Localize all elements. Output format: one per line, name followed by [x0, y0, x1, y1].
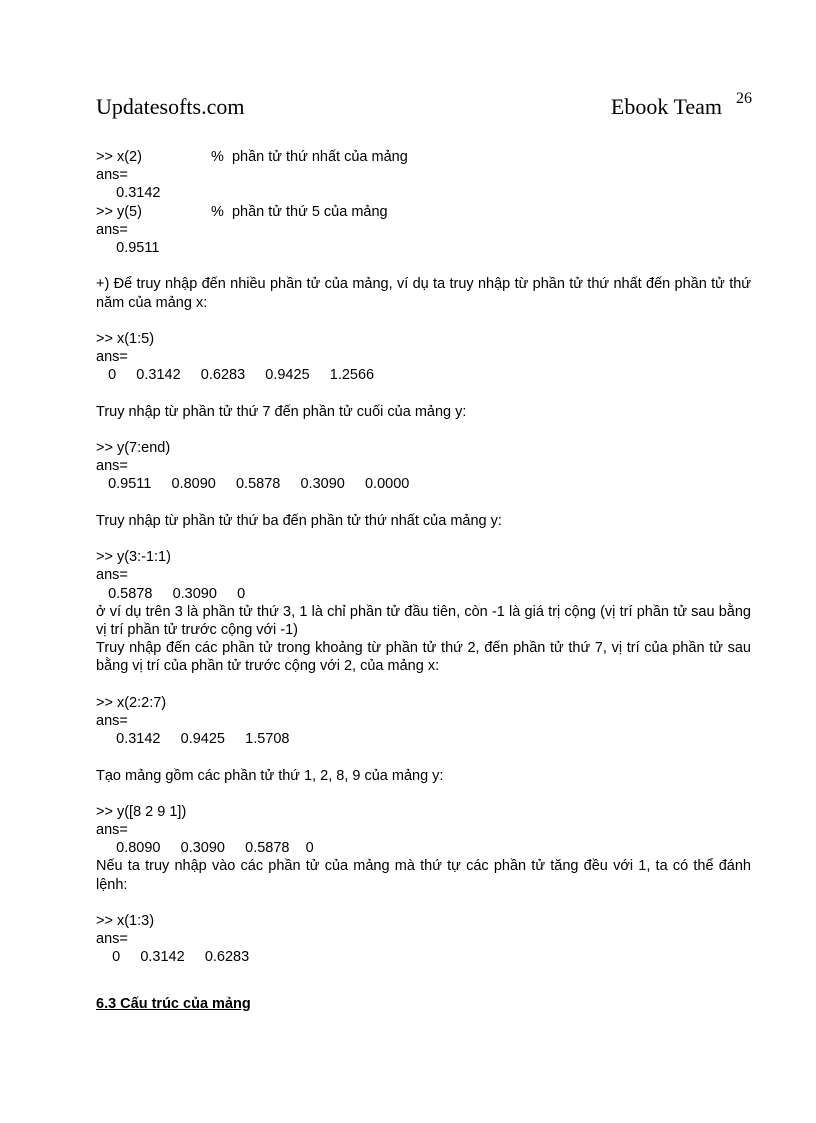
ans-label: ans=	[96, 167, 128, 184]
ans-label: ans=	[96, 458, 128, 475]
output-line: 0 0.3142 0.6283 0.9425 1.2566	[96, 367, 375, 384]
paragraph: Tạo mảng gồm các phần tử thứ 1, 2, 8, 9 của mảng y:	[96, 767, 444, 784]
team-name: Ebook Team	[610, 94, 722, 119]
command: >> x(2)	[96, 149, 142, 165]
paragraph: Nếu ta truy nhập vào các phần tử của mảng mà thứ tự các phần tử tăng đều với 1, ta có thể đánh lệnh:	[96, 858, 751, 893]
page-number: 26	[736, 90, 752, 107]
ans-label: ans=	[96, 567, 128, 584]
comment: % phần tử thứ nhất của mảng	[211, 149, 408, 165]
command: >> x(1:5)	[96, 330, 155, 347]
command: >> x(1:3)	[96, 913, 155, 930]
command: >> y([8 2 9 1])	[96, 803, 187, 820]
output-line: 0.9511 0.8090 0.5878 0.3090 0.0000	[96, 476, 410, 493]
site-name: Updatesofts.com	[96, 94, 245, 119]
paragraph: ở ví dụ trên 3 là phần tử thứ 3, 1 là chỉ phần tử đầu tiên, còn -1 là giá trị cộng (vị trí phần tử sau bằng vị trí phần tử trước cộng với -1)	[96, 603, 751, 638]
ans-label: ans=	[96, 822, 128, 839]
paragraph: Truy nhập từ phần tử thứ 7 đến phần tử cuối của mảng y:	[96, 403, 467, 420]
command: >> y(7:end)	[96, 440, 171, 457]
output-line: 0 0.3142 0.6283	[96, 949, 250, 966]
paragraph: Truy nhập từ phần tử thứ ba đến phần tử thứ nhất của mảng y:	[96, 512, 502, 529]
ans-label: ans=	[96, 931, 128, 948]
paragraph: +) Để truy nhập đến nhiều phần tử của mảng, ví dụ ta truy nhập từ phần tử thứ nhất đến phần tử thứ năm của mảng x:	[96, 276, 751, 311]
output-line: 0.5878 0.3090 0	[96, 585, 246, 602]
command: >> x(2:2:7)	[96, 694, 167, 711]
output-line: 0.9511	[96, 239, 160, 256]
ans-label: ans=	[96, 712, 128, 729]
command: >> y(5)	[96, 203, 142, 220]
ans-label: ans=	[96, 349, 128, 366]
page-content	[96, 148, 751, 1013]
page-header	[96, 92, 752, 126]
output-line: 0.8090 0.3090 0.5878 0	[96, 840, 314, 857]
comment: % phần tử thứ 5 của mảng	[211, 203, 388, 220]
output-line: 0.3142	[96, 185, 161, 202]
output-line: 0.3142 0.9425 1.5708	[96, 731, 290, 748]
code-line	[96, 148, 751, 166]
code-line	[96, 203, 751, 221]
paragraph: Truy nhập đến các phần tử trong khoảng từ phần tử thứ 2, đến phần tử thứ 7, vị trí của phần tử sau bằng vị trí của phần tử trước cộng với 2, của mảng x:	[96, 640, 751, 675]
command: >> y(3:-1:1)	[96, 549, 171, 566]
section-heading: 6.3 Cấu trúc của mảng	[96, 995, 251, 1012]
ans-label: ans=	[96, 221, 128, 238]
